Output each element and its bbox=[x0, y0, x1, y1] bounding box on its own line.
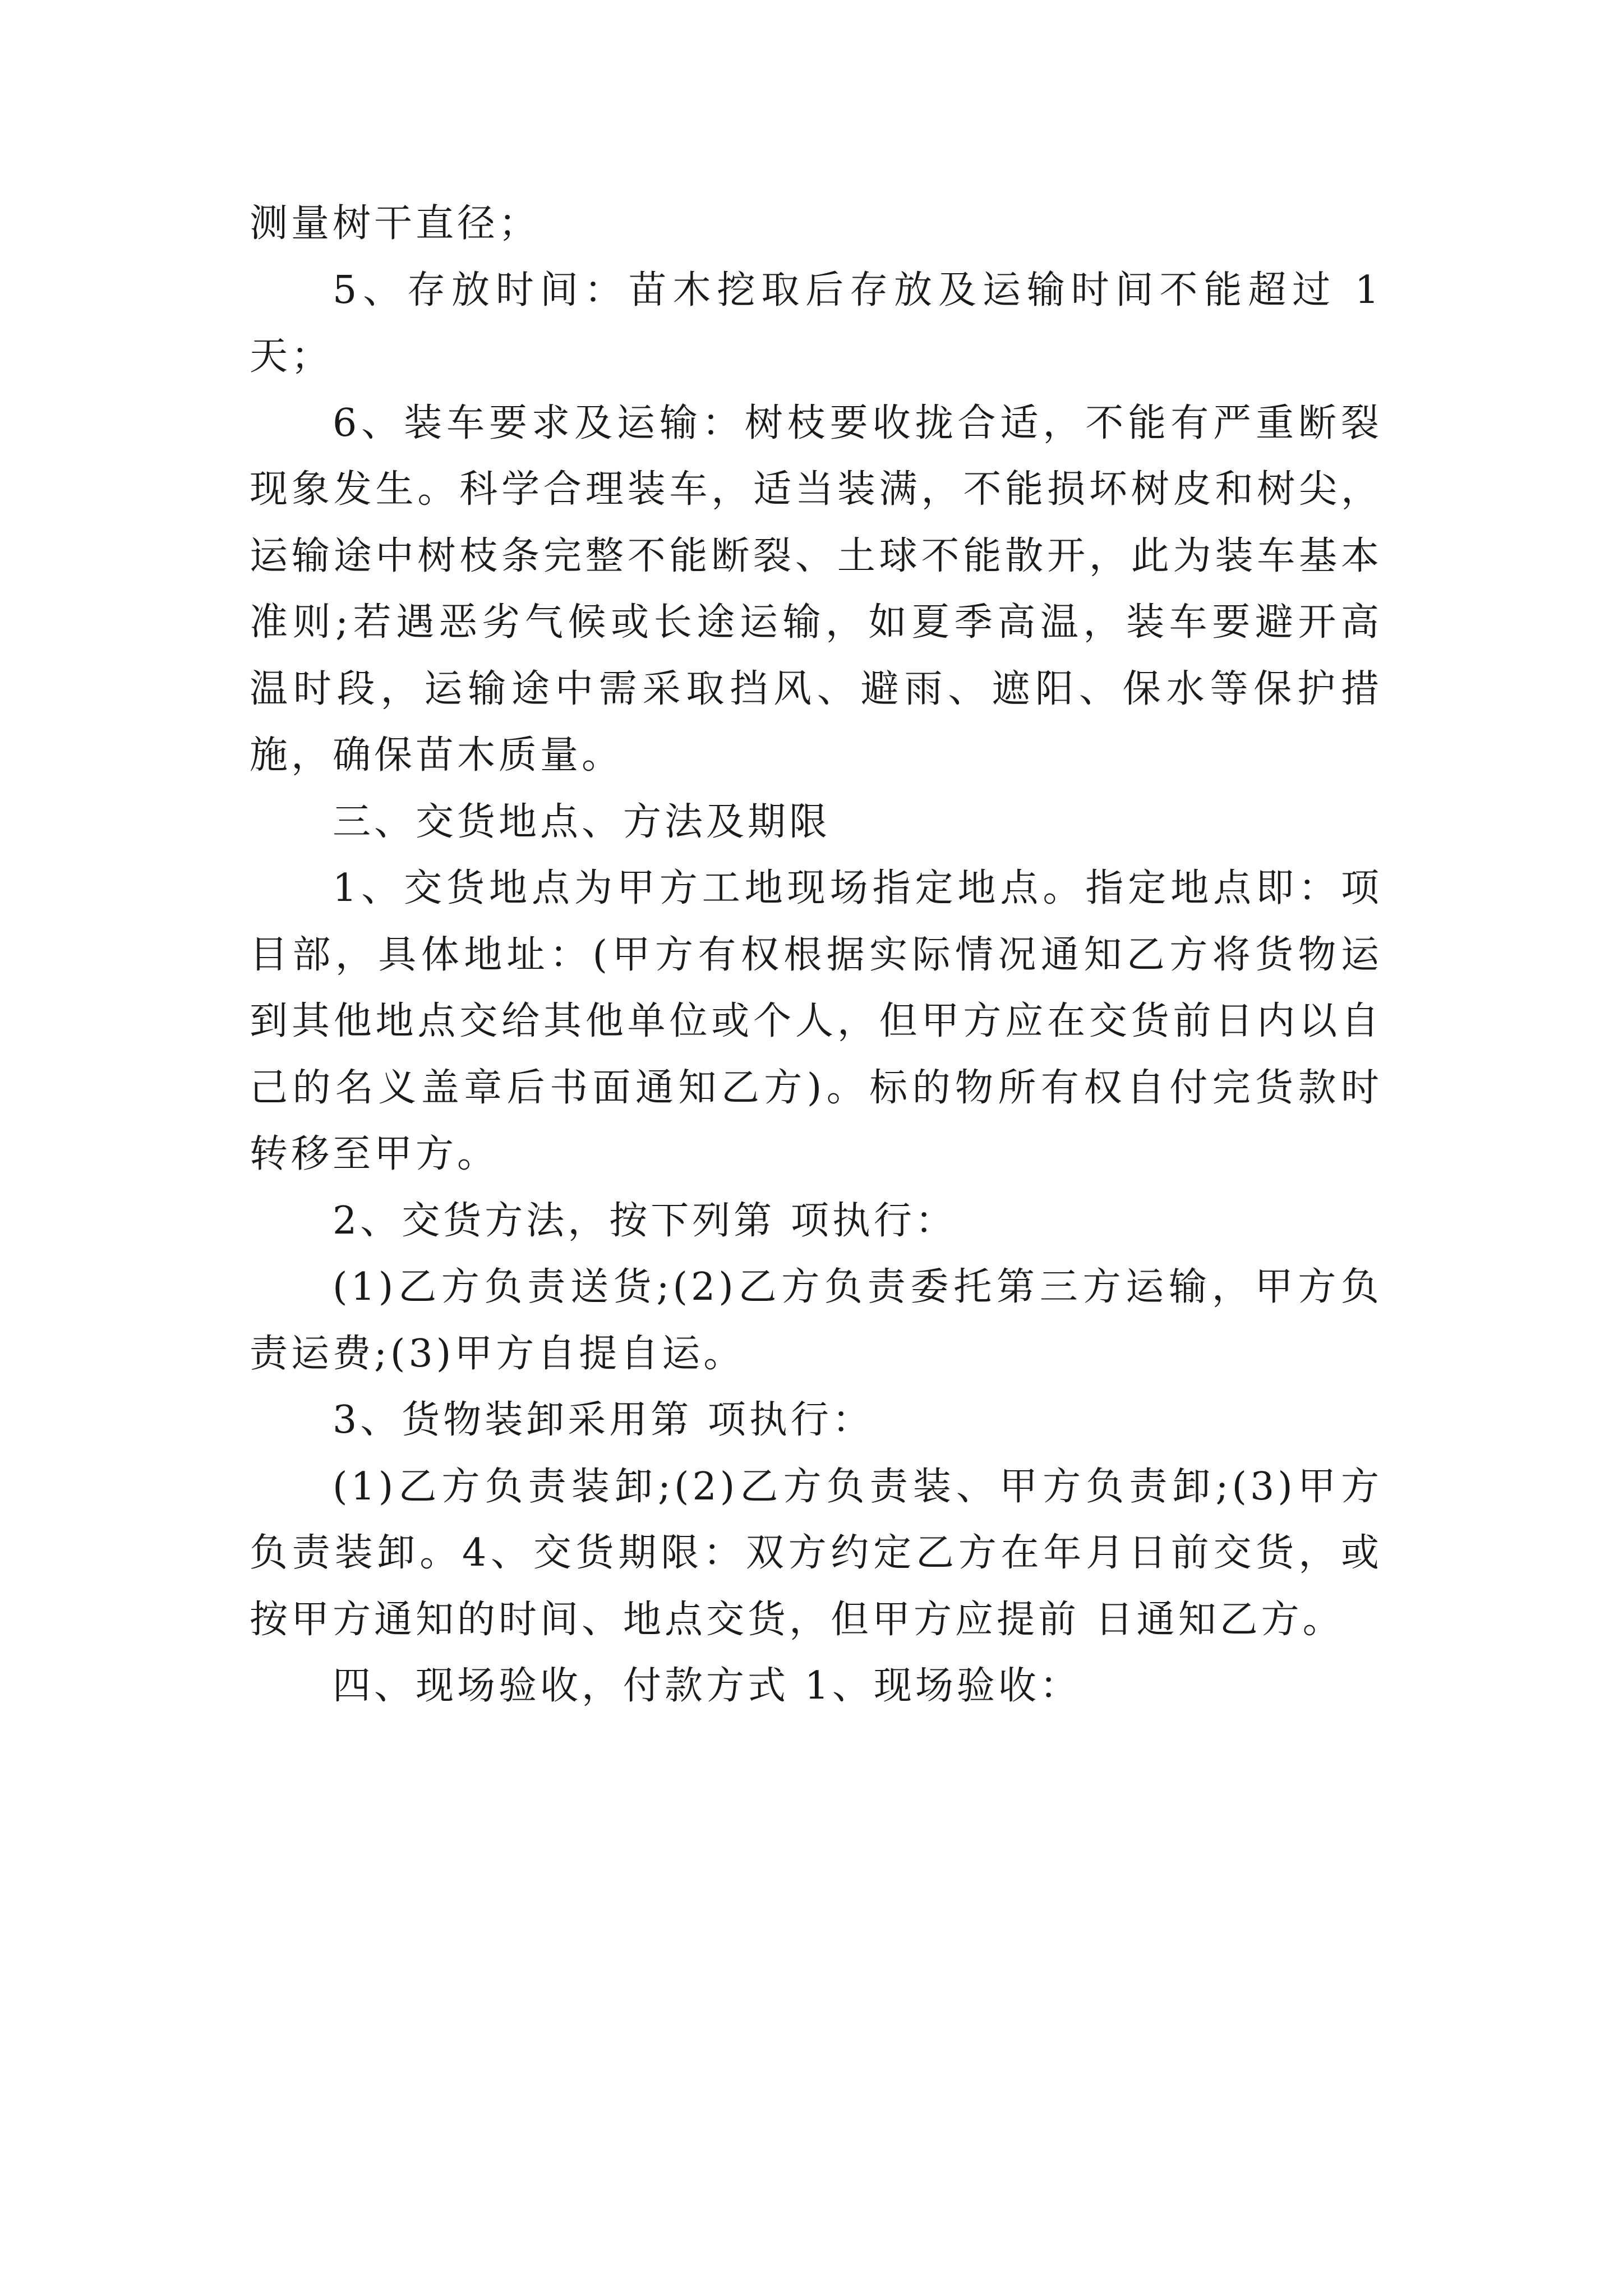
paragraph-loading-transport: 6、装车要求及运输：树枝要收拢合适，不能有严重断裂现象发生。科学合理装车，适当装满，不能损坏树皮和树尖，运输途中树枝条完整不能断裂、土球不能散开，此为装车基本准则;若遇恶劣气候或长途运输，如夏季高温，装车要避开高温时段，运输途中需采取挡风、避雨、遮阳、保水等保护措施，确保苗木质量。 bbox=[250, 401, 1382, 777]
paragraph-delivery-options: (1)乙方负责送货;(2)乙方负责委托第三方运输，甲方负责运费;(3)甲方自提自运。 bbox=[250, 1265, 1382, 1376]
document-body bbox=[250, 191, 1382, 1720]
paragraph-delivery-location: 1、交货地点为甲方工地现场指定地点。指定地点即：项目部，具体地址：(甲方有权根据实际情况通知乙方将货物运到其他地点交给其他单位或个人，但甲方应在交货前日内以自己的名义盖章后书面通知乙方)。标的物所有权自付完货款时转移至甲方。 bbox=[250, 866, 1382, 1176]
section-heading-acceptance: 四、现场验收，付款方式 1、现场验收： bbox=[333, 1664, 1081, 1708]
section-heading-delivery: 三、交货地点、方法及期限 bbox=[333, 799, 831, 844]
paragraph-loading-options: (1)乙方负责装卸;(2)乙方负责装、甲方负责卸;(3)甲方负责装卸。4、交货期限：双方约定乙方在年月日前交货，或按甲方通知的时间、地点交货，但甲方应提前 日通知乙方。 bbox=[250, 1464, 1382, 1642]
paragraph-storage-time: 5、存放时间：苗木挖取后存放及运输时间不能超过 1 天； bbox=[250, 268, 1382, 379]
paragraph-loading-method: 3、货物装卸采用第 项执行： bbox=[333, 1398, 874, 1442]
paragraph-delivery-method: 2、交货方法，按下列第 项执行： bbox=[333, 1198, 957, 1243]
paragraph-continuation: 测量树干直径； bbox=[250, 201, 541, 246]
